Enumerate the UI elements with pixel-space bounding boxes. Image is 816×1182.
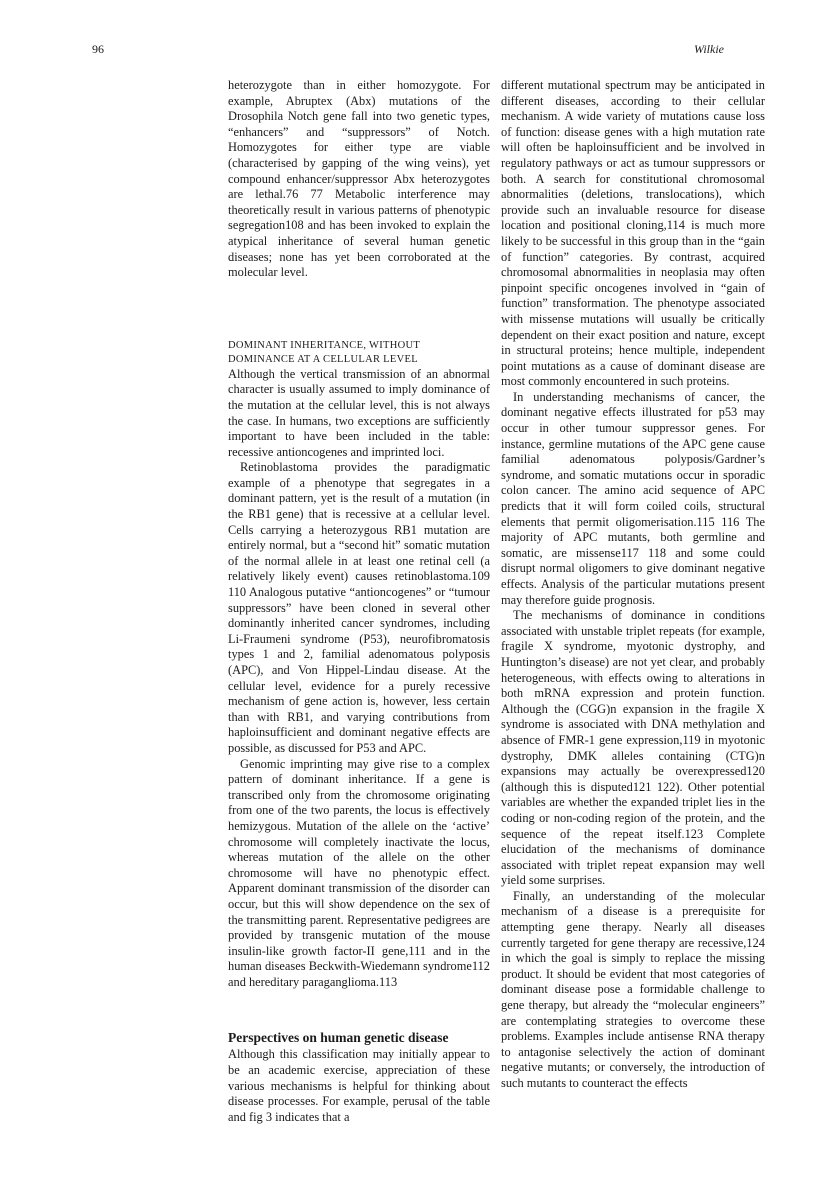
section-heading-line-1: DOMINANT INHERITANCE, WITHOUT <box>228 339 421 351</box>
paragraph-retinoblastoma: Retinoblastoma provides the paradigmatic example of a phenotype that segregates in a dominant pattern, yet is the result of a mutation (in the RB1 gene) that is recessive at a cellular level. Cells carrying a heterozygous RB1 mutation are entirely normal, but a “second hit” somatic mutation of the normal allele in at least one retinal cell (a relatively likely event) causes retinoblastoma.109 110 Analogous putative “antioncogenes” or “tumour suppressors” have been cloned in several other dominantly inherited cancer syndromes, including Li-Fraumeni syndrome (P53), neurofibromatosis types 1 and 2, familial adenomatous polyposis (APC), and Von Hippel-Lindau disease. At the cellular level, evidence for a purely recessive mechanism of gene action is, however, less certain than with RB1, and varying contributions from haploinsufficient and dominant negative effects are possible, as discussed for P53 and APC. <box>228 460 490 755</box>
paragraph-triplet-repeats: The mechanisms of dominance in conditions associated with unstable triplet repeats (for example, fragile X syndrome, myotonic dystrophy, and Huntington’s disease) are not yet clear, and probably heterogeneous, with effects owing to alterations in both mRNA expression and protein function. Although the (CGG)n expansion in the fragile X syndrome is associated with DNA methylation and absence of FMR-1 gene expression,119 in myotonic dystrophy, DMK alleles containing (CTG)n expansions may actually be overexpressed120 (although this is disputed121 122). Other potential variables are whether the expanded triplet lies in the coding or non-coding region of the protein, and the sequence of the repeat itself.123 Complete elucidation of the mechanisms of dominance associated with triplet repeat expansion may well yield some surprises. <box>501 608 765 888</box>
paragraph-vertical-transmission: Although the vertical transmission of an abnormal character is usually assumed to imply dominance of the mutation at the cellular level, this is not always the case. In humans, two exceptions are sufficiently important to have been included in the table: recessive antioncogenes and imprinted loci. <box>228 366 490 459</box>
paragraph-cancer-mechanisms: In understanding mechanisms of cancer, the dominant negative effects illustrated for p53 may occur in other tumour suppressor genes. For instance, germline mutations of the APC gene cause familial adenomatous polyposis/Gardner’s syndrome, and somatic mutations occur in sporadic colon cancer. The amino acid sequence of APC predicts that it will form coiled coils, structural elements that permit oligomerisation.115 116 The majority of APC mutants, both germline and somatic, are missense117 118 and some could disrupt normal oligomers to give dominant negative effects. Analysis of the particular mutations present may therefore guide prognosis. <box>501 389 765 607</box>
left-column <box>228 78 490 1125</box>
paragraph-mutational-spectrum: different mutational spectrum may be anticipated in different diseases, according to their cellular mechanism. A wide variety of mutations cause loss of function: disease genes with a high mutation rate will often be haploinsufficient and be involved in regulatory pathways or act as tumour suppressors or both. A search for constitutional chromosomal abnormalities (deletions, translocations), which provide such an invaluable resource for disease location and positional cloning,114 is much more likely to be successful in this group than in the “gain of function” categories. By contrast, acquired chromosomal abnormalities in neoplasia may often pinpoint specific oncogenes involved in “gain of function” transformation. The phenotype associated with missense mutations will usually be critically dependent on their exact position and nature, except in structural proteins; hence multiple, independent point mutations as a cause of dominant disease are most commonly encountered in such proteins. <box>501 78 765 389</box>
paragraph-genomic-imprinting: Genomic imprinting may give rise to a complex pattern of dominant inheritance. If a gene is transcribed only from the chromosome originating from one of the two parents, the locus is effectively hemizygous. Mutation of the allele on the ‘active’ chromosome will completely inactivate the locus, whereas mutation of the allele on the other chromosome will have no phenotypic effect. Apparent dominant transmission of the disorder can occur, but this will show dependence on the sex of the transmitting parent. Representative pedigrees are provided by transgenic mutation of the mouse insulin-like growth factor-II gene,111 and in the human diseases Beckwith-Wiedemann syndrome112 and hereditary paraganglioma.113 <box>228 756 490 989</box>
right-column <box>501 78 765 1092</box>
running-title: Wilkie <box>694 42 724 56</box>
paragraph-perspectives: Although this classification may initially appear to be an academic exercise, appreciation of these various mechanisms is helpful for thinking about disease processes. For example, perusal of the table and fig 3 indicates that a <box>228 1047 490 1124</box>
section-heading-line-2: DOMINANCE AT A CELLULAR LEVEL <box>228 353 418 365</box>
paragraph-gene-therapy: Finally, an understanding of the molecular mechanism of a disease is a prerequisite for attempting gene therapy. Nearly all diseases currently targeted for gene therapy are recessive,124 in which the goal is simply to replace the missing product. It should be evident that most categories of dominant disease pose a formidable challenge to gene therapy, but already the “molecular engineers” are contemplating strategies to overcome these problems. Examples include antisense RNA therapy to antagonise selectively the action of dominant negative mutants; or conversely, the introduction of such mutants to counteract the effects <box>501 888 765 1090</box>
paragraph-abruptex: heterozygote than in either homozygote. For example, Abruptex (Abx) mutations of the Drosophila Notch gene fall into two genetic types, “enhancers” and “suppressors” of Notch. Homozygotes for either type are viable (characterised by gapping of the wing veins), yet compound enhancer/suppressor Abx heterozygotes are lethal.76 77 Metabolic interference may theoretically result in various patterns of phenotypic segregation108 and has been invoked to explain the atypical inheritance of several human genetic diseases; none has yet been corroborated at the molecular level. <box>228 78 490 280</box>
perspectives-heading: Perspectives on human genetic disease <box>228 1030 449 1046</box>
page-number: 96 <box>92 42 104 56</box>
